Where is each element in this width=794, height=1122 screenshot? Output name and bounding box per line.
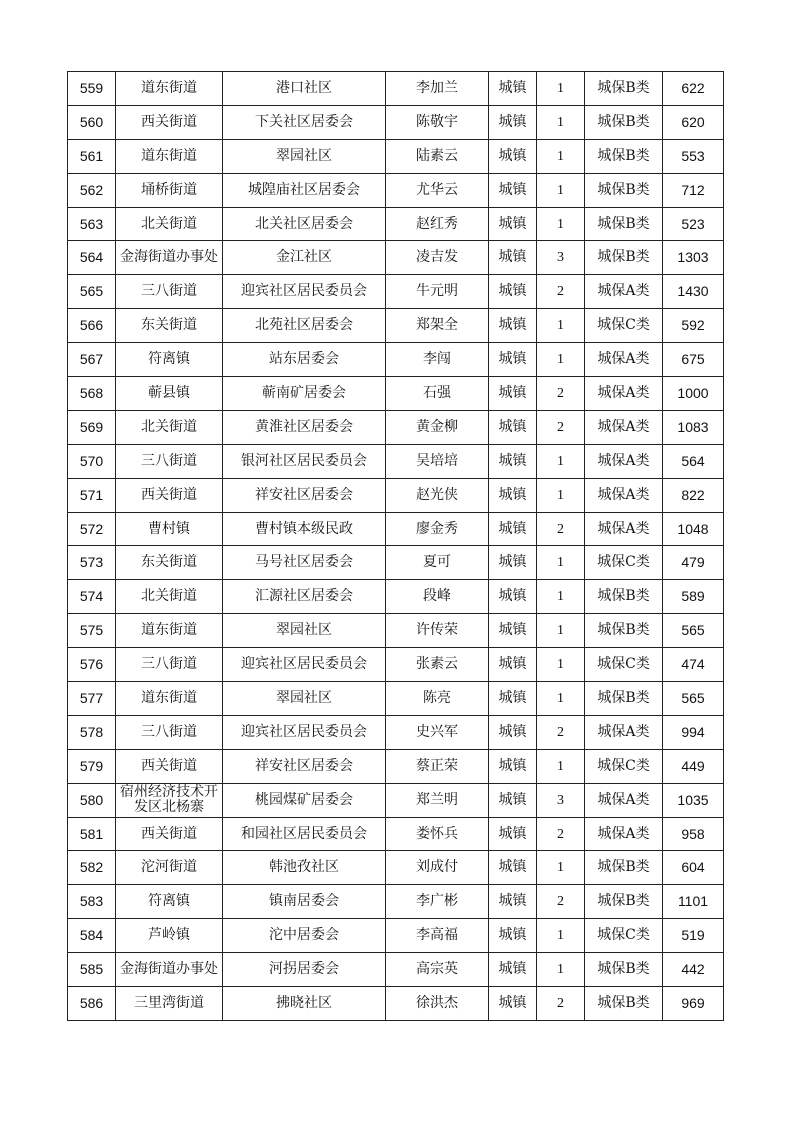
name-cell: 娄怀兵 bbox=[386, 817, 489, 851]
category-cell: 城保C类 bbox=[585, 919, 663, 953]
household-count-cell: 2 bbox=[537, 715, 585, 749]
amount-cell: 969 bbox=[663, 987, 724, 1021]
serial-number-cell: 574 bbox=[68, 580, 116, 614]
community-cell: 和园社区居民委员会 bbox=[223, 817, 386, 851]
category-cell: 城保B类 bbox=[585, 241, 663, 275]
community-cell: 北关社区居委会 bbox=[223, 207, 386, 241]
serial-number-cell: 579 bbox=[68, 749, 116, 783]
community-cell: 曹村镇本级民政 bbox=[223, 512, 386, 546]
serial-number-cell: 561 bbox=[68, 139, 116, 173]
street-cell: 三八街道 bbox=[116, 648, 223, 682]
household-count-cell: 1 bbox=[537, 919, 585, 953]
amount-cell: 604 bbox=[663, 851, 724, 885]
category-cell: 城保B类 bbox=[585, 851, 663, 885]
community-cell: 蕲南矿居委会 bbox=[223, 377, 386, 411]
table-row bbox=[68, 275, 724, 309]
amount-cell: 592 bbox=[663, 309, 724, 343]
table-row bbox=[68, 682, 724, 716]
serial-number-cell: 566 bbox=[68, 309, 116, 343]
street-cell: 北关街道 bbox=[116, 580, 223, 614]
amount-cell: 712 bbox=[663, 173, 724, 207]
name-cell: 廖金秀 bbox=[386, 512, 489, 546]
table-row bbox=[68, 241, 724, 275]
community-cell: 站东居委会 bbox=[223, 343, 386, 377]
category-cell: 城保C类 bbox=[585, 546, 663, 580]
table-row bbox=[68, 885, 724, 919]
area-type-cell: 城镇 bbox=[489, 478, 537, 512]
community-cell: 沱中居委会 bbox=[223, 919, 386, 953]
street-cell: 三八街道 bbox=[116, 444, 223, 478]
name-cell: 陆素云 bbox=[386, 139, 489, 173]
amount-cell: 474 bbox=[663, 648, 724, 682]
serial-number-cell: 571 bbox=[68, 478, 116, 512]
serial-number-cell: 560 bbox=[68, 105, 116, 139]
street-cell: 西关街道 bbox=[116, 749, 223, 783]
household-count-cell: 2 bbox=[537, 817, 585, 851]
name-cell: 李广彬 bbox=[386, 885, 489, 919]
serial-number-cell: 586 bbox=[68, 987, 116, 1021]
serial-number-cell: 575 bbox=[68, 614, 116, 648]
name-cell: 史兴军 bbox=[386, 715, 489, 749]
area-type-cell: 城镇 bbox=[489, 614, 537, 648]
household-count-cell: 3 bbox=[537, 241, 585, 275]
category-cell: 城保B类 bbox=[585, 72, 663, 106]
household-count-cell: 1 bbox=[537, 139, 585, 173]
area-type-cell: 城镇 bbox=[489, 919, 537, 953]
amount-cell: 620 bbox=[663, 105, 724, 139]
category-cell: 城保B类 bbox=[585, 614, 663, 648]
street-cell: 西关街道 bbox=[116, 478, 223, 512]
amount-cell: 994 bbox=[663, 715, 724, 749]
area-type-cell: 城镇 bbox=[489, 105, 537, 139]
serial-number-cell: 581 bbox=[68, 817, 116, 851]
serial-number-cell: 564 bbox=[68, 241, 116, 275]
name-cell: 李加兰 bbox=[386, 72, 489, 106]
category-cell: 城保B类 bbox=[585, 953, 663, 987]
area-type-cell: 城镇 bbox=[489, 987, 537, 1021]
household-count-cell: 2 bbox=[537, 885, 585, 919]
serial-number-cell: 578 bbox=[68, 715, 116, 749]
category-cell: 城保C类 bbox=[585, 749, 663, 783]
table-row bbox=[68, 478, 724, 512]
street-cell: 宿州经济技术开发区北杨寨 bbox=[116, 783, 223, 817]
serial-number-cell: 565 bbox=[68, 275, 116, 309]
name-cell: 刘成付 bbox=[386, 851, 489, 885]
amount-cell: 1430 bbox=[663, 275, 724, 309]
name-cell: 吴培培 bbox=[386, 444, 489, 478]
table-row bbox=[68, 173, 724, 207]
name-cell: 赵光侠 bbox=[386, 478, 489, 512]
street-cell: 曹村镇 bbox=[116, 512, 223, 546]
area-type-cell: 城镇 bbox=[489, 207, 537, 241]
serial-number-cell: 583 bbox=[68, 885, 116, 919]
category-cell: 城保B类 bbox=[585, 682, 663, 716]
street-cell: 三八街道 bbox=[116, 275, 223, 309]
area-type-cell: 城镇 bbox=[489, 377, 537, 411]
street-cell: 金海街道办事处 bbox=[116, 241, 223, 275]
category-cell: 城保A类 bbox=[585, 478, 663, 512]
household-count-cell: 1 bbox=[537, 851, 585, 885]
area-type-cell: 城镇 bbox=[489, 817, 537, 851]
table-row bbox=[68, 207, 724, 241]
household-count-cell: 1 bbox=[537, 953, 585, 987]
table-row bbox=[68, 614, 724, 648]
name-cell: 赵红秀 bbox=[386, 207, 489, 241]
name-cell: 李高福 bbox=[386, 919, 489, 953]
community-cell: 黄淮社区居委会 bbox=[223, 410, 386, 444]
community-cell: 马号社区居委会 bbox=[223, 546, 386, 580]
serial-number-cell: 576 bbox=[68, 648, 116, 682]
area-type-cell: 城镇 bbox=[489, 885, 537, 919]
community-cell: 祥安社区居委会 bbox=[223, 478, 386, 512]
community-cell: 河拐居委会 bbox=[223, 953, 386, 987]
household-count-cell: 1 bbox=[537, 546, 585, 580]
serial-number-cell: 584 bbox=[68, 919, 116, 953]
street-cell: 道东街道 bbox=[116, 614, 223, 648]
category-cell: 城保B类 bbox=[585, 139, 663, 173]
category-cell: 城保B类 bbox=[585, 207, 663, 241]
community-cell: 镇南居委会 bbox=[223, 885, 386, 919]
community-cell: 汇源社区居委会 bbox=[223, 580, 386, 614]
table-row bbox=[68, 851, 724, 885]
serial-number-cell: 582 bbox=[68, 851, 116, 885]
category-cell: 城保B类 bbox=[585, 987, 663, 1021]
amount-cell: 622 bbox=[663, 72, 724, 106]
area-type-cell: 城镇 bbox=[489, 343, 537, 377]
community-cell: 迎宾社区居民委员会 bbox=[223, 715, 386, 749]
community-cell: 翠园社区 bbox=[223, 682, 386, 716]
name-cell: 李闯 bbox=[386, 343, 489, 377]
household-count-cell: 2 bbox=[537, 410, 585, 444]
area-type-cell: 城镇 bbox=[489, 682, 537, 716]
category-cell: 城保B类 bbox=[585, 580, 663, 614]
amount-cell: 449 bbox=[663, 749, 724, 783]
serial-number-cell: 568 bbox=[68, 377, 116, 411]
table-row bbox=[68, 512, 724, 546]
serial-number-cell: 562 bbox=[68, 173, 116, 207]
name-cell: 段峰 bbox=[386, 580, 489, 614]
category-cell: 城保A类 bbox=[585, 275, 663, 309]
area-type-cell: 城镇 bbox=[489, 173, 537, 207]
household-count-cell: 1 bbox=[537, 682, 585, 716]
name-cell: 黄金柳 bbox=[386, 410, 489, 444]
name-cell: 郑架全 bbox=[386, 309, 489, 343]
name-cell: 石强 bbox=[386, 377, 489, 411]
street-cell: 道东街道 bbox=[116, 139, 223, 173]
amount-cell: 1000 bbox=[663, 377, 724, 411]
table-row bbox=[68, 580, 724, 614]
serial-number-cell: 567 bbox=[68, 343, 116, 377]
name-cell: 高宗英 bbox=[386, 953, 489, 987]
amount-cell: 565 bbox=[663, 614, 724, 648]
household-count-cell: 1 bbox=[537, 749, 585, 783]
table-row bbox=[68, 343, 724, 377]
amount-cell: 1101 bbox=[663, 885, 724, 919]
area-type-cell: 城镇 bbox=[489, 851, 537, 885]
amount-cell: 675 bbox=[663, 343, 724, 377]
street-cell: 沱河街道 bbox=[116, 851, 223, 885]
name-cell: 徐洪杰 bbox=[386, 987, 489, 1021]
area-type-cell: 城镇 bbox=[489, 749, 537, 783]
street-cell: 西关街道 bbox=[116, 817, 223, 851]
area-type-cell: 城镇 bbox=[489, 512, 537, 546]
amount-cell: 553 bbox=[663, 139, 724, 173]
serial-number-cell: 569 bbox=[68, 410, 116, 444]
name-cell: 陈亮 bbox=[386, 682, 489, 716]
table-row bbox=[68, 749, 724, 783]
area-type-cell: 城镇 bbox=[489, 648, 537, 682]
household-count-cell: 1 bbox=[537, 614, 585, 648]
community-cell: 翠园社区 bbox=[223, 614, 386, 648]
community-cell: 拂晓社区 bbox=[223, 987, 386, 1021]
serial-number-cell: 573 bbox=[68, 546, 116, 580]
category-cell: 城保A类 bbox=[585, 410, 663, 444]
category-cell: 城保A类 bbox=[585, 343, 663, 377]
household-count-cell: 1 bbox=[537, 309, 585, 343]
community-cell: 翠园社区 bbox=[223, 139, 386, 173]
table-row bbox=[68, 72, 724, 106]
street-cell: 西关街道 bbox=[116, 105, 223, 139]
table-row bbox=[68, 105, 724, 139]
street-cell: 东关街道 bbox=[116, 546, 223, 580]
area-type-cell: 城镇 bbox=[489, 72, 537, 106]
street-cell: 东关街道 bbox=[116, 309, 223, 343]
amount-cell: 958 bbox=[663, 817, 724, 851]
area-type-cell: 城镇 bbox=[489, 309, 537, 343]
table-row bbox=[68, 444, 724, 478]
category-cell: 城保A类 bbox=[585, 783, 663, 817]
area-type-cell: 城镇 bbox=[489, 783, 537, 817]
amount-cell: 1035 bbox=[663, 783, 724, 817]
street-cell: 符离镇 bbox=[116, 885, 223, 919]
amount-cell: 1303 bbox=[663, 241, 724, 275]
category-cell: 城保B类 bbox=[585, 885, 663, 919]
table-row bbox=[68, 817, 724, 851]
household-count-cell: 1 bbox=[537, 580, 585, 614]
name-cell: 夏可 bbox=[386, 546, 489, 580]
name-cell: 许传荣 bbox=[386, 614, 489, 648]
name-cell: 凌吉发 bbox=[386, 241, 489, 275]
amount-cell: 519 bbox=[663, 919, 724, 953]
community-cell: 韩池孜社区 bbox=[223, 851, 386, 885]
amount-cell: 1048 bbox=[663, 512, 724, 546]
household-count-cell: 1 bbox=[537, 105, 585, 139]
street-cell: 符离镇 bbox=[116, 343, 223, 377]
street-cell: 金海街道办事处 bbox=[116, 953, 223, 987]
area-type-cell: 城镇 bbox=[489, 410, 537, 444]
household-count-cell: 2 bbox=[537, 377, 585, 411]
table-row bbox=[68, 377, 724, 411]
category-cell: 城保A类 bbox=[585, 377, 663, 411]
household-count-cell: 2 bbox=[537, 275, 585, 309]
street-cell: 蕲县镇 bbox=[116, 377, 223, 411]
table-row bbox=[68, 546, 724, 580]
table-row bbox=[68, 987, 724, 1021]
table-row bbox=[68, 953, 724, 987]
name-cell: 陈敬宇 bbox=[386, 105, 489, 139]
category-cell: 城保A类 bbox=[585, 715, 663, 749]
household-count-cell: 3 bbox=[537, 783, 585, 817]
name-cell: 牛元明 bbox=[386, 275, 489, 309]
household-count-cell: 1 bbox=[537, 207, 585, 241]
street-cell: 道东街道 bbox=[116, 72, 223, 106]
table-row bbox=[68, 783, 724, 817]
amount-cell: 523 bbox=[663, 207, 724, 241]
category-cell: 城保B类 bbox=[585, 105, 663, 139]
category-cell: 城保A类 bbox=[585, 817, 663, 851]
table-row bbox=[68, 139, 724, 173]
table-row bbox=[68, 648, 724, 682]
roster-body bbox=[68, 72, 724, 1021]
community-cell: 桃园煤矿居委会 bbox=[223, 783, 386, 817]
household-count-cell: 1 bbox=[537, 478, 585, 512]
amount-cell: 565 bbox=[663, 682, 724, 716]
category-cell: 城保C类 bbox=[585, 648, 663, 682]
household-count-cell: 2 bbox=[537, 512, 585, 546]
street-cell: 芦岭镇 bbox=[116, 919, 223, 953]
subsidy-roster-table bbox=[67, 71, 724, 1021]
name-cell: 尤华云 bbox=[386, 173, 489, 207]
name-cell: 蔡正荣 bbox=[386, 749, 489, 783]
category-cell: 城保A类 bbox=[585, 444, 663, 478]
table-row bbox=[68, 919, 724, 953]
table-row bbox=[68, 410, 724, 444]
area-type-cell: 城镇 bbox=[489, 275, 537, 309]
community-cell: 北苑社区居委会 bbox=[223, 309, 386, 343]
serial-number-cell: 580 bbox=[68, 783, 116, 817]
serial-number-cell: 572 bbox=[68, 512, 116, 546]
name-cell: 郑兰明 bbox=[386, 783, 489, 817]
community-cell: 迎宾社区居民委员会 bbox=[223, 275, 386, 309]
category-cell: 城保A类 bbox=[585, 512, 663, 546]
area-type-cell: 城镇 bbox=[489, 580, 537, 614]
community-cell: 下关社区居委会 bbox=[223, 105, 386, 139]
area-type-cell: 城镇 bbox=[489, 953, 537, 987]
community-cell: 金江社区 bbox=[223, 241, 386, 275]
area-type-cell: 城镇 bbox=[489, 546, 537, 580]
area-type-cell: 城镇 bbox=[489, 715, 537, 749]
street-cell: 道东街道 bbox=[116, 682, 223, 716]
serial-number-cell: 570 bbox=[68, 444, 116, 478]
serial-number-cell: 563 bbox=[68, 207, 116, 241]
category-cell: 城保B类 bbox=[585, 173, 663, 207]
street-cell: 埇桥街道 bbox=[116, 173, 223, 207]
amount-cell: 589 bbox=[663, 580, 724, 614]
amount-cell: 564 bbox=[663, 444, 724, 478]
serial-number-cell: 585 bbox=[68, 953, 116, 987]
street-cell: 北关街道 bbox=[116, 207, 223, 241]
serial-number-cell: 577 bbox=[68, 682, 116, 716]
household-count-cell: 1 bbox=[537, 343, 585, 377]
area-type-cell: 城镇 bbox=[489, 241, 537, 275]
name-cell: 张素云 bbox=[386, 648, 489, 682]
amount-cell: 1083 bbox=[663, 410, 724, 444]
household-count-cell: 2 bbox=[537, 987, 585, 1021]
street-cell: 北关街道 bbox=[116, 410, 223, 444]
household-count-cell: 1 bbox=[537, 173, 585, 207]
community-cell: 城隍庙社区居委会 bbox=[223, 173, 386, 207]
amount-cell: 822 bbox=[663, 478, 724, 512]
community-cell: 迎宾社区居民委员会 bbox=[223, 648, 386, 682]
community-cell: 祥安社区居委会 bbox=[223, 749, 386, 783]
table-row bbox=[68, 309, 724, 343]
household-count-cell: 1 bbox=[537, 648, 585, 682]
category-cell: 城保C类 bbox=[585, 309, 663, 343]
area-type-cell: 城镇 bbox=[489, 444, 537, 478]
area-type-cell: 城镇 bbox=[489, 139, 537, 173]
amount-cell: 479 bbox=[663, 546, 724, 580]
household-count-cell: 1 bbox=[537, 72, 585, 106]
street-cell: 三八街道 bbox=[116, 715, 223, 749]
community-cell: 港口社区 bbox=[223, 72, 386, 106]
serial-number-cell: 559 bbox=[68, 72, 116, 106]
table-row bbox=[68, 715, 724, 749]
community-cell: 银河社区居民委员会 bbox=[223, 444, 386, 478]
street-cell: 三里湾街道 bbox=[116, 987, 223, 1021]
household-count-cell: 1 bbox=[537, 444, 585, 478]
amount-cell: 442 bbox=[663, 953, 724, 987]
